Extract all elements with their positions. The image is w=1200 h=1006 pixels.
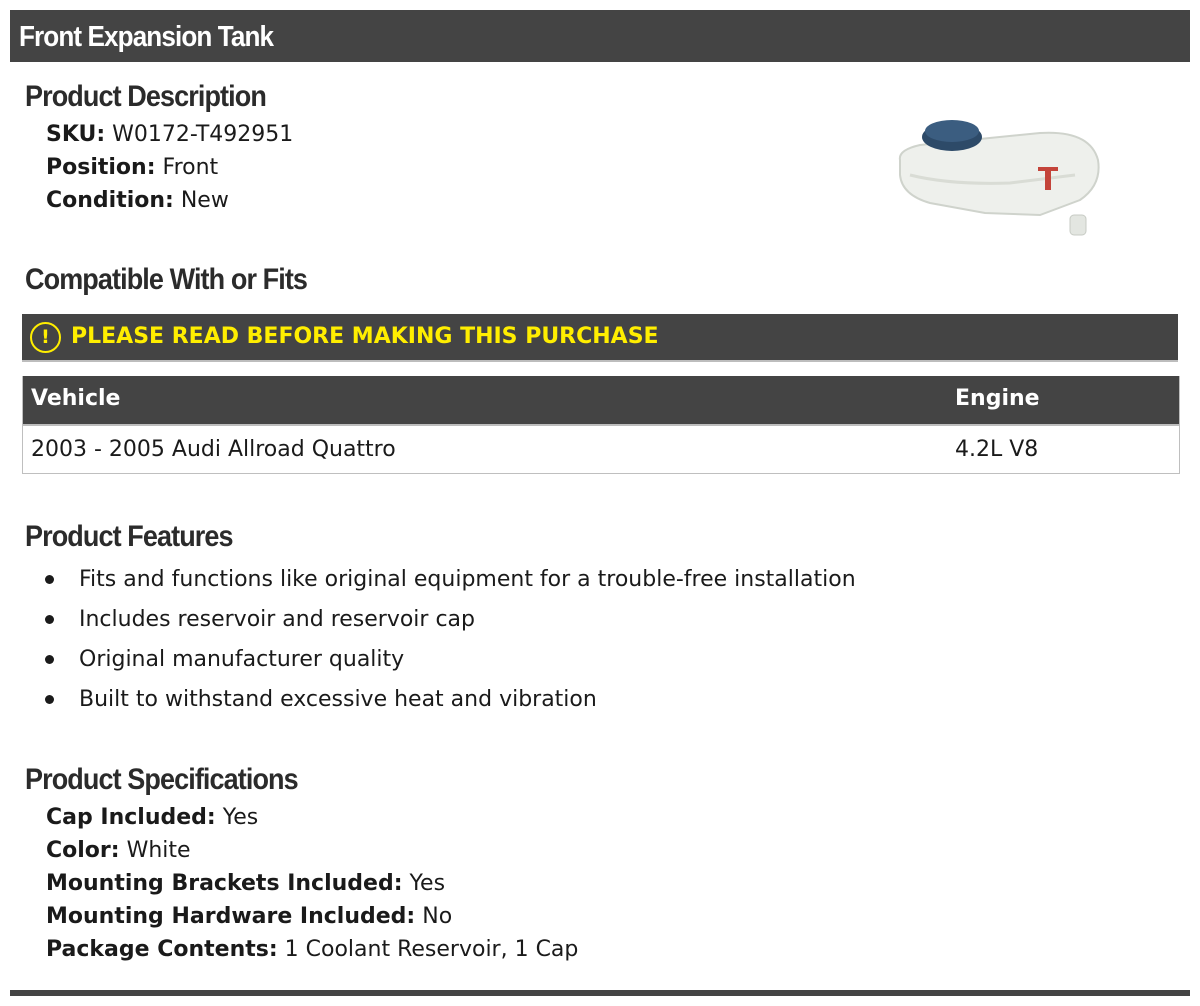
field-label: Mounting Hardware Included: [46,904,416,929]
field-value: W0172-T492951 [112,122,294,147]
column-header-engine: Engine [955,386,1040,411]
field-value: New [180,188,229,213]
engine-cell: 4.2L V8 [955,437,1039,462]
field-label: Color: [46,838,120,863]
field-label: Mounting Brackets Included: [46,871,403,896]
specifications-heading: Product Specifications [25,763,298,796]
field-label: Condition: [46,188,174,213]
compatibility-heading: Compatible With or Fits [25,263,308,296]
spec-package-contents [46,937,578,962]
exclamation-circle-icon: ! [30,322,61,353]
warning-text: PLEASE READ BEFORE MAKING THIS PURCHASE [71,324,659,349]
feature-text: Fits and functions like original equipment for a trouble-free installation [79,567,856,592]
table-row [23,426,1179,473]
features-heading: Product Features [25,520,233,553]
product-image [890,115,1110,250]
field-label: Cap Included: [46,805,216,830]
feature-text: Includes reservoir and reservoir cap [79,607,475,632]
bottom-divider [10,990,1190,996]
spec-color [46,838,191,863]
purchase-warning-banner [22,314,1178,362]
description-heading: Product Description [25,80,266,113]
column-header-vehicle: Vehicle [31,386,121,411]
field-label: Position: [46,155,156,180]
field-label: Package Contents: [46,937,278,962]
table-header [23,376,1179,426]
fitment-table [22,376,1180,474]
vehicle-cell: 2003 - 2005 Audi Allroad Quattro [31,437,396,462]
field-label: SKU: [46,122,106,147]
spec-mounting-hardware [46,904,452,929]
bullet-icon [45,695,54,704]
page-title: Front Expansion Tank [19,21,274,53]
bullet-icon [45,655,54,664]
sku-field [46,122,293,147]
spec-cap-included [46,805,258,830]
field-value: Yes [409,871,446,896]
field-value: 1 Coolant Reservoir, 1 Cap [284,937,579,962]
bullet-icon [45,615,54,624]
field-value: Front [162,155,219,180]
field-value: Yes [222,805,259,830]
feature-text: Original manufacturer quality [79,647,405,672]
field-value: White [126,838,191,863]
bullet-icon [45,575,54,584]
field-value: No [422,904,453,929]
condition-field [46,188,229,213]
spec-mounting-brackets [46,871,445,896]
title-bar [10,10,1190,62]
position-field [46,155,218,180]
feature-text: Built to withstand excessive heat and vibration [79,687,597,712]
